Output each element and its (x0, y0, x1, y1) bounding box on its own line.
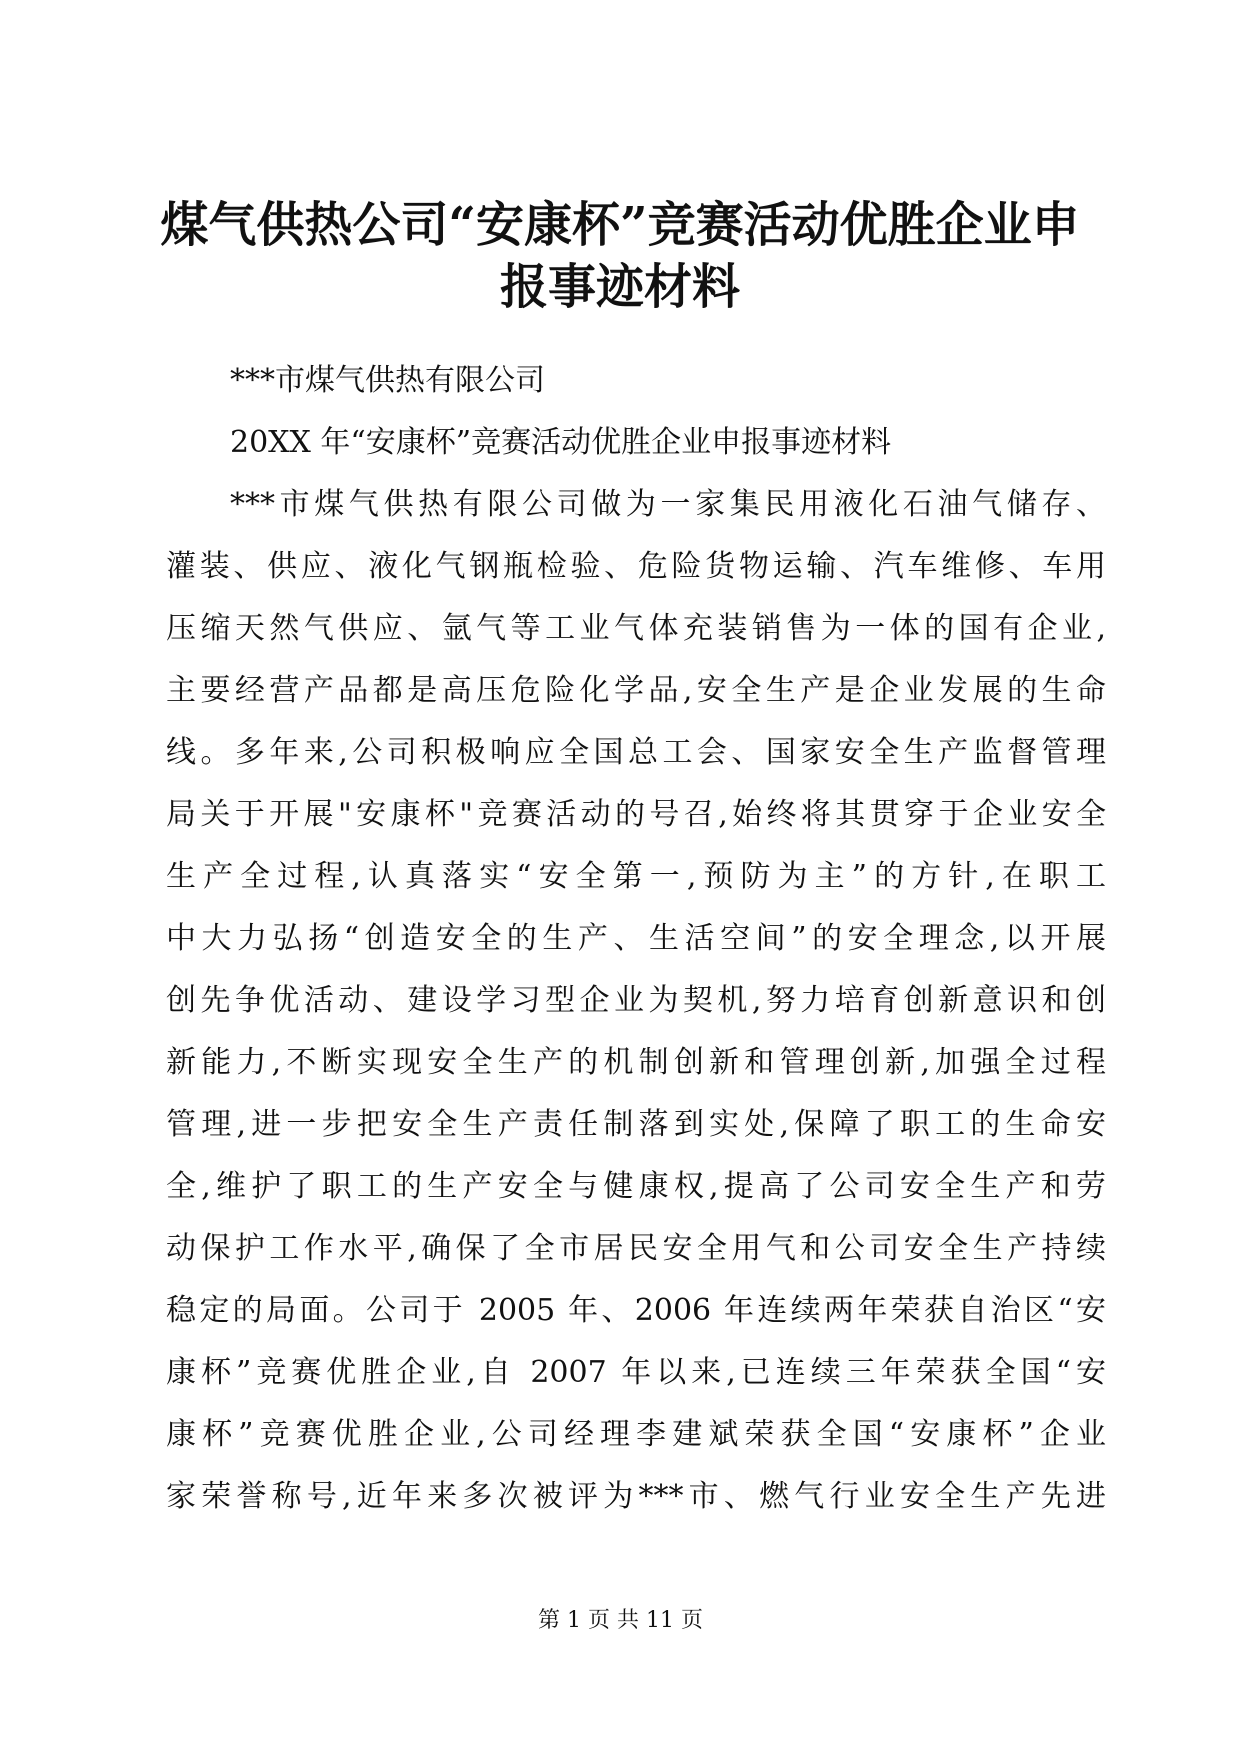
body-line: 动保护工作水平,确保了全市居民安全用气和公司安全生产持续 (166, 1231, 1106, 1266)
subtitle-line: 20XX 年“安康杯”竞赛活动优胜企业申报事迹材料 (230, 425, 892, 460)
body-line: 家荣誉称号,近年来多次被评为***市、燃气行业安全生产先进 (166, 1479, 1106, 1514)
body-line: 创先争优活动、建设学习型企业为契机,努力培育创新意识和创 (166, 983, 1106, 1018)
body-line: 主要经营产品都是高压危险化学品,安全生产是企业发展的生命 (166, 673, 1106, 708)
body-line: 康杯”竞赛优胜企业,自 2007 年以来,已连续三年荣获全国“安 (166, 1355, 1106, 1390)
body-line: 中大力弘扬“创造安全的生产、生活空间”的安全理念,以开展 (166, 921, 1106, 956)
body-line: 灌装、供应、液化气钢瓶检验、危险货物运输、汽车维修、车用 (166, 549, 1106, 584)
body-line: 康杯”竞赛优胜企业,公司经理李建斌荣获全国“安康杯”企业 (166, 1417, 1106, 1452)
title-line-1: 煤气供热公司“安康杯”竞赛活动优胜企业申 (160, 197, 1080, 253)
body-line: 稳定的局面。公司于 2005 年、2006 年连续两年荣获自治区“安 (166, 1293, 1106, 1328)
document-body (166, 360, 1106, 1538)
document-title (150, 194, 1090, 318)
body-line: 局关于开展"安康杯"竞赛活动的号召,始终将其贯穿于企业安全 (166, 797, 1106, 832)
title-line-2: 报事迹材料 (499, 259, 740, 315)
body-line: 全,维护了职工的生产安全与健康权,提高了公司安全生产和劳 (166, 1169, 1106, 1204)
body-line: ***市煤气供热有限公司做为一家集民用液化石油气储存、 (230, 487, 1106, 522)
company-line: ***市煤气供热有限公司 (230, 363, 545, 398)
page-number-footer: 第 1 页 共 11 页 (538, 1608, 703, 1633)
body-line: 生产全过程,认真落实“安全第一,预防为主”的方针,在职工 (166, 859, 1106, 894)
body-line: 线。多年来,公司积极响应全国总工会、国家安全生产监督管理 (166, 735, 1106, 770)
body-line: 新能力,不断实现安全生产的机制创新和管理创新,加强全过程 (166, 1045, 1106, 1080)
body-line: 管理,进一步把安全生产责任制落到实处,保障了职工的生命安 (166, 1107, 1106, 1142)
body-line: 压缩天然气供应、氩气等工业气体充装销售为一体的国有企业, (166, 611, 1106, 646)
